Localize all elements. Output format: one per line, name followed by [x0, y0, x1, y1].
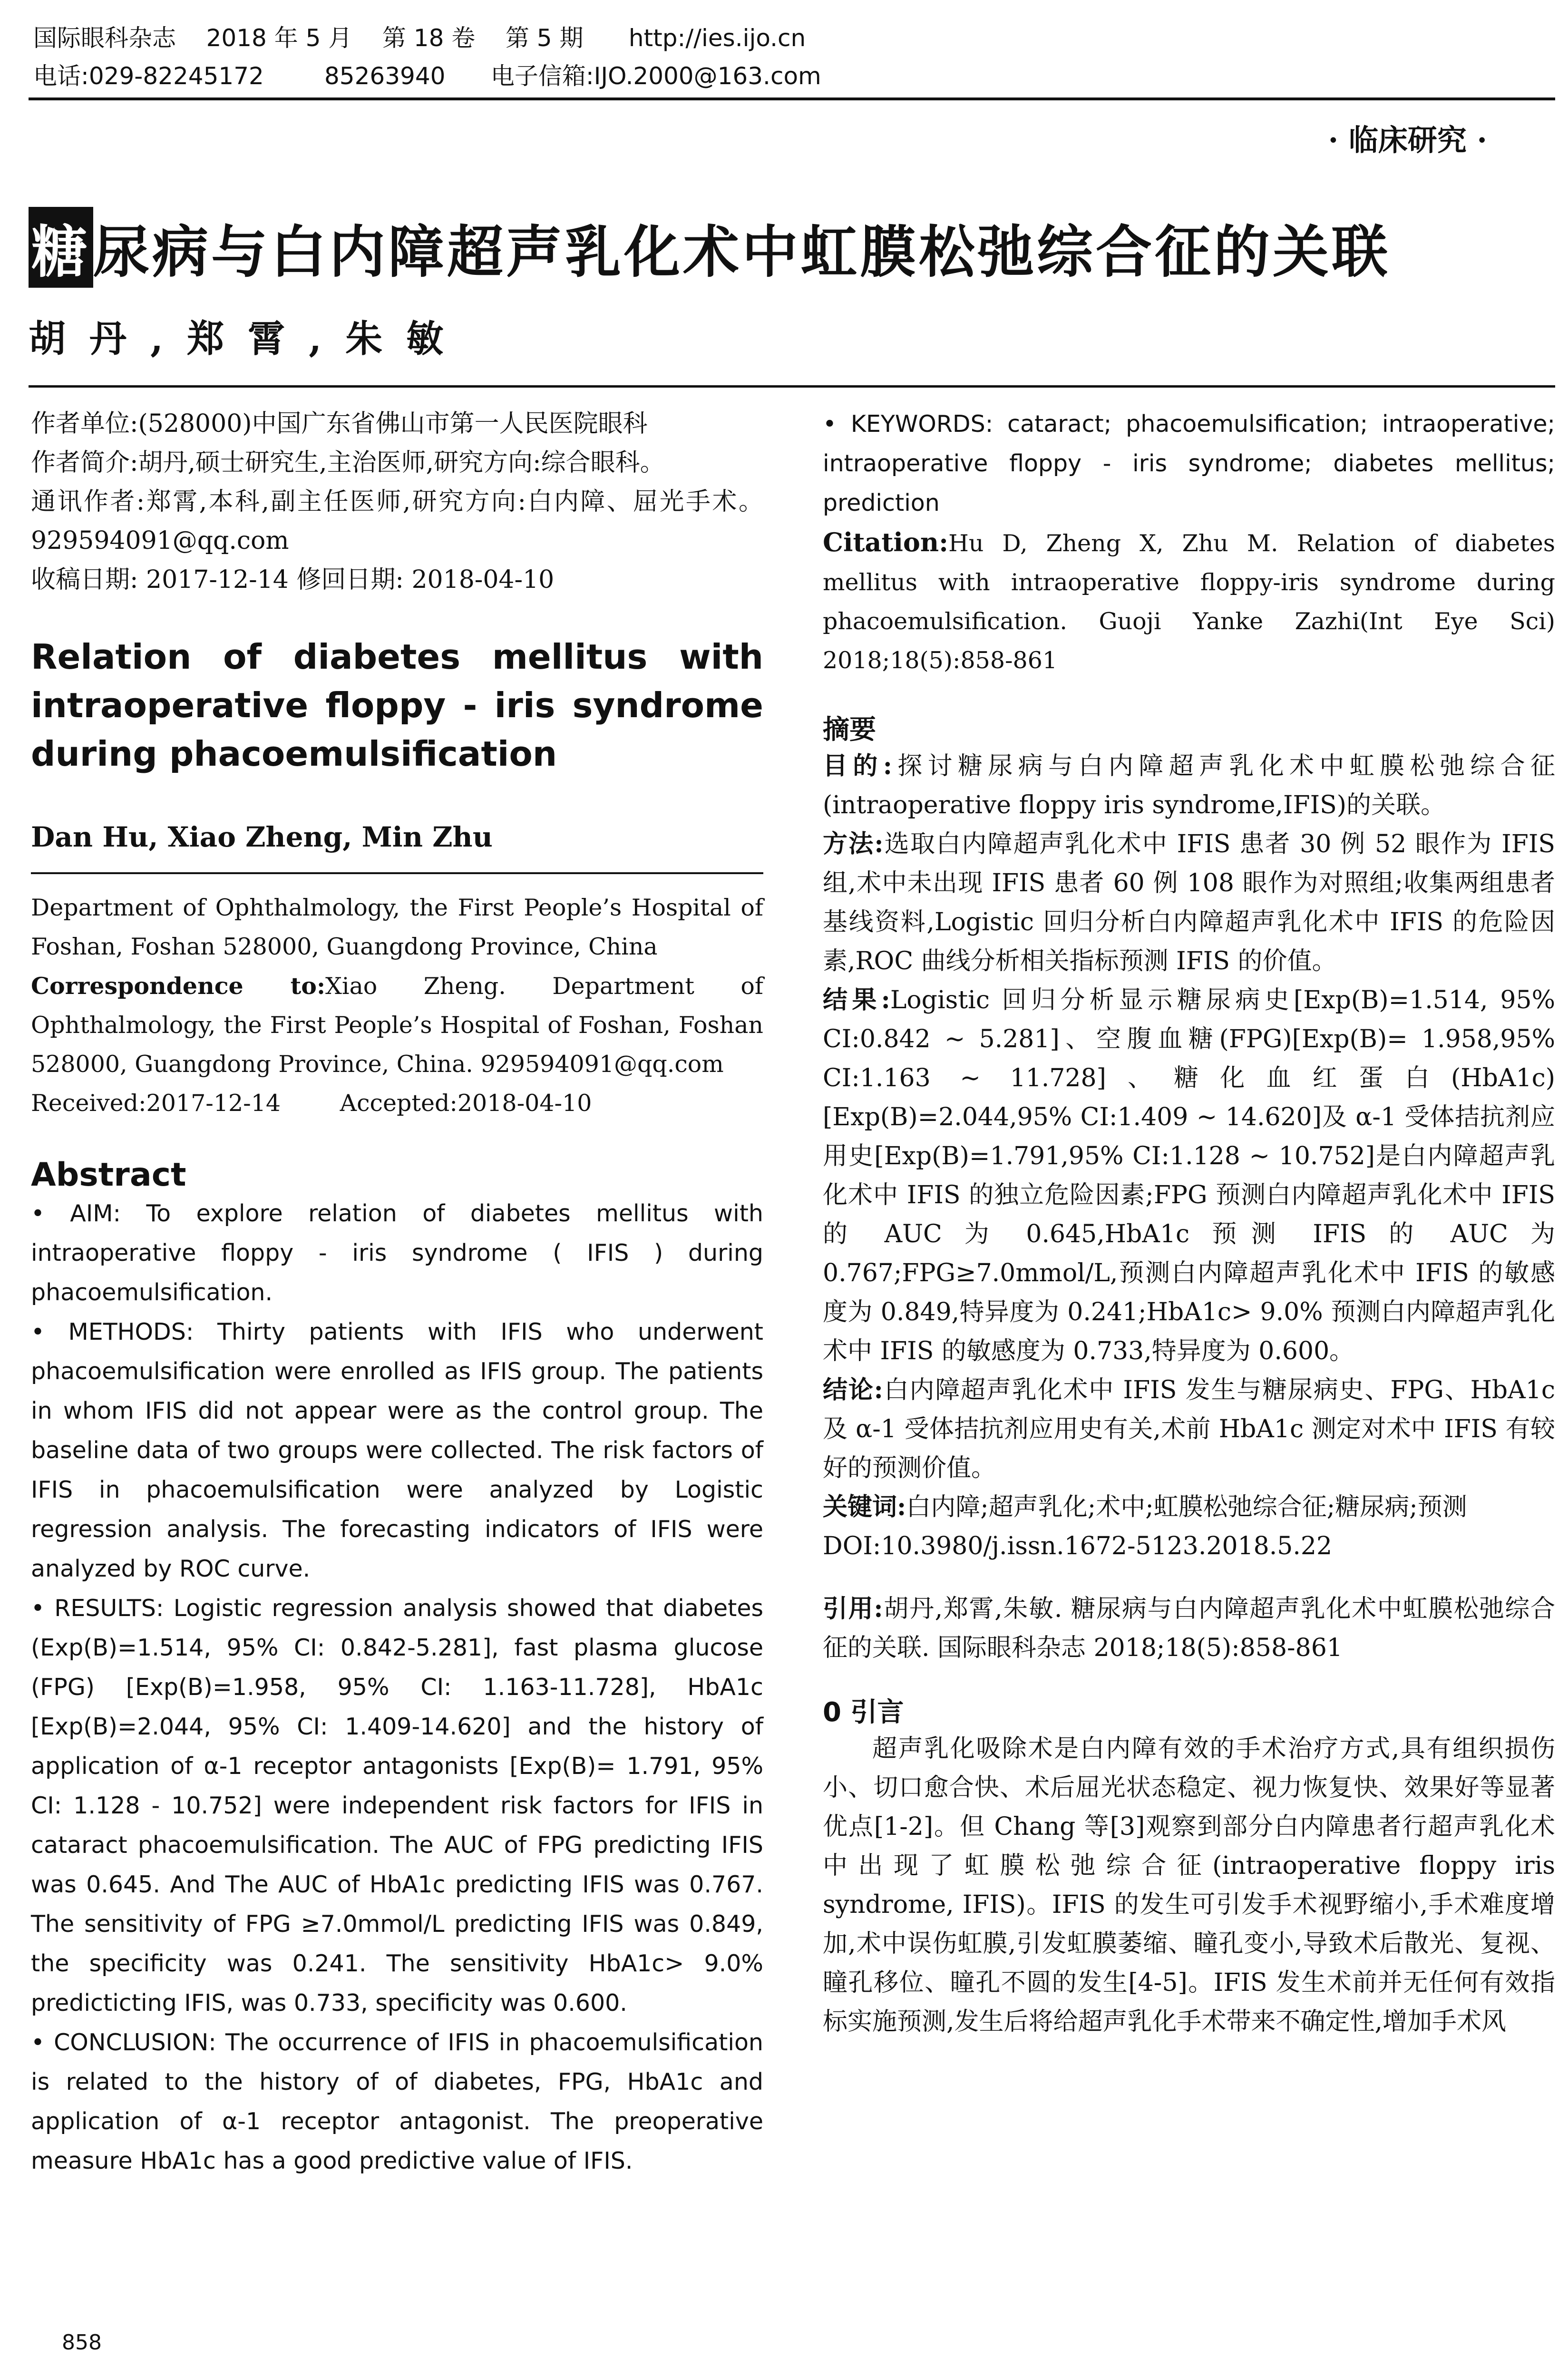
zh-abstract-heading: 摘要 [823, 714, 876, 745]
left-column [31, 404, 763, 2181]
page-title [29, 219, 1391, 285]
zh-conclusion-text: 白内障超声乳化术中 IFIS 发生与糖尿病史、FPG、HbA1c 及 α-1 受体拮抗剂应用史有关,术前 HbA1c 测定对术中 IFIS 有较好的预测价值。 [823, 1376, 1555, 1482]
doi: DOI:10.3980/j.issn.1672-5123.2018.5.22 [823, 1532, 1333, 1560]
right-column [823, 404, 1555, 2041]
citation-text: Hu D, Zheng X, Zhu M. Relation of diabetes mellitus with intraoperative floppy-iris syndrome during phacoemulsification. Guoji Yanke Zazhi(Int Eye Sci) 2018;18(5):858-861 [823, 530, 1555, 674]
correspondence-text: Xiao Zheng. Department of Ophthalmology, the First People’s Hospital of Foshan, Foshan 528000, Guangdong Province, China. 929594091@qq.com [31, 973, 763, 1078]
results-label: • RESULTS: [31, 1595, 164, 1622]
intro-text: 超声乳化吸除术是白内障有效的手术治疗方式,具有组织损伤小、切口愈合快、术后屈光状态稳定、视力恢复快、效果好等显著优点[1-2]。但 Chang 等[3]观察到部分白内障患者行超声乳化术中出现了虹膜松弛综合征(intraoperative floppy iris syndrome, IFIS)。IFIS 的发生可引发手术视野缩小,手术难度增加,术中误伤虹膜,引发虹膜萎缩、瞳孔变小,导致术后散光、复视、瞳孔移位、瞳孔不圆的发生[4-5]。IFIS 发生术前并无任何有效指标实施预测,发生后将给超声乳化手术带来不确定性,增加手术风 [823, 1734, 1555, 2036]
author-intro: 作者简介:胡丹,硕士研究生,主治医师,研究方向:综合眼科。 [31, 448, 665, 477]
zh-methods-label: 方法: [823, 829, 884, 858]
journal-header [33, 19, 1555, 100]
keywords-label: • KEYWORDS: [823, 410, 993, 438]
zh-cite-text: 胡丹,郑霄,朱敏. 糖尿病与白内障超声乳化术中虹膜松弛综合征的关联. 国际眼科杂志 2018;18(5):858-861 [823, 1595, 1555, 1662]
aim-label: • AIM: [31, 1200, 121, 1227]
citation-en [823, 523, 1555, 680]
keywords-text: cataract; phacoemulsification; intraoperative; intraoperative floppy - iris syndrome; diabetes mellitus; prediction [823, 410, 1555, 516]
zh-aim-label: 目的: [823, 751, 892, 780]
zh-conclusion [823, 1371, 1555, 1488]
authors-zh: 胡丹,郑霄,朱敏 [29, 317, 467, 360]
title-rule [29, 385, 1555, 388]
zh-keywords-text: 白内障;超声乳化;术中;虹膜松弛综合征;糖尿病;预测 [906, 1493, 1467, 1521]
citation-label: Citation: [823, 527, 949, 557]
title-block [29, 207, 1550, 283]
zh-aim-text: 探讨糖尿病与白内障超声乳化术中虹膜松弛综合征(intraoperative floppy iris syndrome,IFIS)的关联。 [823, 752, 1555, 819]
title-first-char: 糖 [29, 207, 93, 288]
zh-methods [823, 825, 1555, 981]
methods-label: • METHODS: [31, 1318, 194, 1345]
english-department: Department of Ophthalmology, the First People’s Hospital of Foshan, Foshan 528000, Guangdong Province, China [31, 894, 763, 960]
header-rule [29, 97, 1555, 100]
received-dates-zh: 收稿日期: 2017-12-14 修回日期: 2018-04-10 [31, 565, 555, 594]
authors-rule [31, 872, 763, 874]
keywords-en [823, 404, 1555, 523]
section-label: · 临床研究 · [1328, 123, 1487, 157]
zh-results-label: 结果: [823, 985, 890, 1014]
zh-citation [823, 1589, 1555, 1667]
zh-aim [823, 747, 1555, 825]
title-rest: 尿病与白内障超声乳化术中虹膜松弛综合征的关联 [93, 219, 1391, 285]
english-authors: Dan Hu, Xiao Zheng, Min Zhu [31, 821, 493, 853]
aim-text: To explore relation of diabetes mellitus with intraoperative floppy - iris syndrome ( IFIS ) during phacoemulsification. [31, 1200, 763, 1306]
zh-keywords-label: 关键词: [823, 1492, 906, 1521]
conclusion-text: The occurrence of IFIS in phacoemulsification is related to the history of of diabetes, FPG, HbA1c and application of α-1 receptor antagonist. The preoperative measure HbA1c has a good predictive value of IFIS. [31, 2029, 763, 2174]
author-unit: 作者单位:(528000)中国广东省佛山市第一人民医院眼科 [31, 409, 648, 438]
zh-cite-label: 引用: [823, 1594, 883, 1623]
conclusion-label: • CONCLUSION: [31, 2029, 216, 2056]
header-line-1: 国际眼科杂志 2018 年 5 月 第 18 卷 第 5 期 http://ies.ijo.cn [33, 24, 806, 52]
english-title: Relation of diabetes mellitus with intraoperative floppy - iris syndrome during phacoemulsification [31, 637, 763, 774]
zh-results-text: Logistic 回归分析显示糖尿病史[Exp(B)=1.514, 95% CI:0.842 ~ 5.281]、空腹血糖(FPG)[Exp(B)= 1.958,95% CI:1.163 ~ 11.728]、糖化血红蛋白(HbA1c) [Exp(B)=2.044,95% CI:1.409 ~ 14.620]及 α-1 受体拮抗剂应用史[Exp(B)=1.791,95% CI:1.128 ~ 10.752]是白内障超声乳化术中 IFIS 的独立危险因素;FPG 预测白内障超声乳化术中 IFIS 的 AUC 为 0.645,HbA1c 预测 IFIS 的 AUC 为 0.767;FPG≥7.0mmol/L,预测白内障超声乳化术中 IFIS 的敏感度为 0.849,特异度为 0.241;HbA1c> 9.0% 预测白内障超声乳化术中 IFIS 的敏感度为 0.733,特异度为 0.600。 [823, 986, 1556, 1365]
page-number: 858 [62, 2330, 102, 2355]
abstract-methods [31, 1312, 763, 1588]
abstract-aim [31, 1194, 763, 1312]
corresponding-author: 通讯作者:郑霄,本科,副主任医师,研究方向:白内障、屈光手术。929594091@qq.com [31, 487, 763, 555]
zh-conclusion-label: 结论: [823, 1375, 883, 1404]
results-text: Logistic regression analysis showed that diabetes (Exp(B)=1.514, 95% CI: 0.842-5.281], fast plasma glucose (FPG) [Exp(B)=1.958, 95% CI: 1.163-11.728], HbA1c [Exp(B)=2.044, 95% CI: 1.409-14.620] and the history of application of α-1 receptor antagonists [Exp(B)= 1.791, 95% CI: 1.128 - 10.752] were independent risk factors for IFIS in cataract phacoemulsification. The AUC of FPG predicting IFIS was 0.645. And The AUC of HbA1c predicting IFIS was 0.767. The sensitivity of FPG ≥7.0mmol/L predicting IFIS was 0.849, the specificity was 0.241. The sensitivity HbA1c> 9.0% predicticting IFIS, was 0.733, specificity was 0.600. [31, 1595, 763, 2017]
header-line-2: 电话:029-82245172 85263940 电子信箱:IJO.2000@163.com [33, 62, 821, 90]
methods-text: Thirty patients with IFIS who underwent phacoemulsification were enrolled as IFIS group. The patients in whom IFIS did not appear were as the control group. The baseline data of two groups were collected. The risk factors of IFIS in phacoemulsification were analyzed by Logistic regression analysis. The forecasting indicators of IFIS were analyzed by ROC curve. [31, 1318, 763, 1582]
abstract-conclusion [31, 2023, 763, 2181]
abstract-results [31, 1588, 763, 2023]
zh-keywords [823, 1488, 1555, 1527]
zh-results [823, 981, 1555, 1371]
abstract-heading: Abstract [31, 1156, 186, 1194]
correspondence-label: Correspondence to: [31, 972, 326, 1000]
english-correspondence [31, 966, 763, 1084]
intro-heading: 0 引言 [823, 1697, 904, 1728]
zh-methods-text: 选取白内障超声乳化术中 IFIS 患者 30 例 52 眼作为 IFIS 组,术中未出现 IFIS 患者 60 例 108 眼作为对照组;收集两组患者基线资料,Logistic 回归分析白内障超声乳化术中 IFIS 的危险因素,ROC 曲线分析相关指标预测 IFIS 的价值。 [823, 830, 1555, 975]
english-dates: Received:2017-12-14 Accepted:2018-04-10 [31, 1090, 592, 1117]
